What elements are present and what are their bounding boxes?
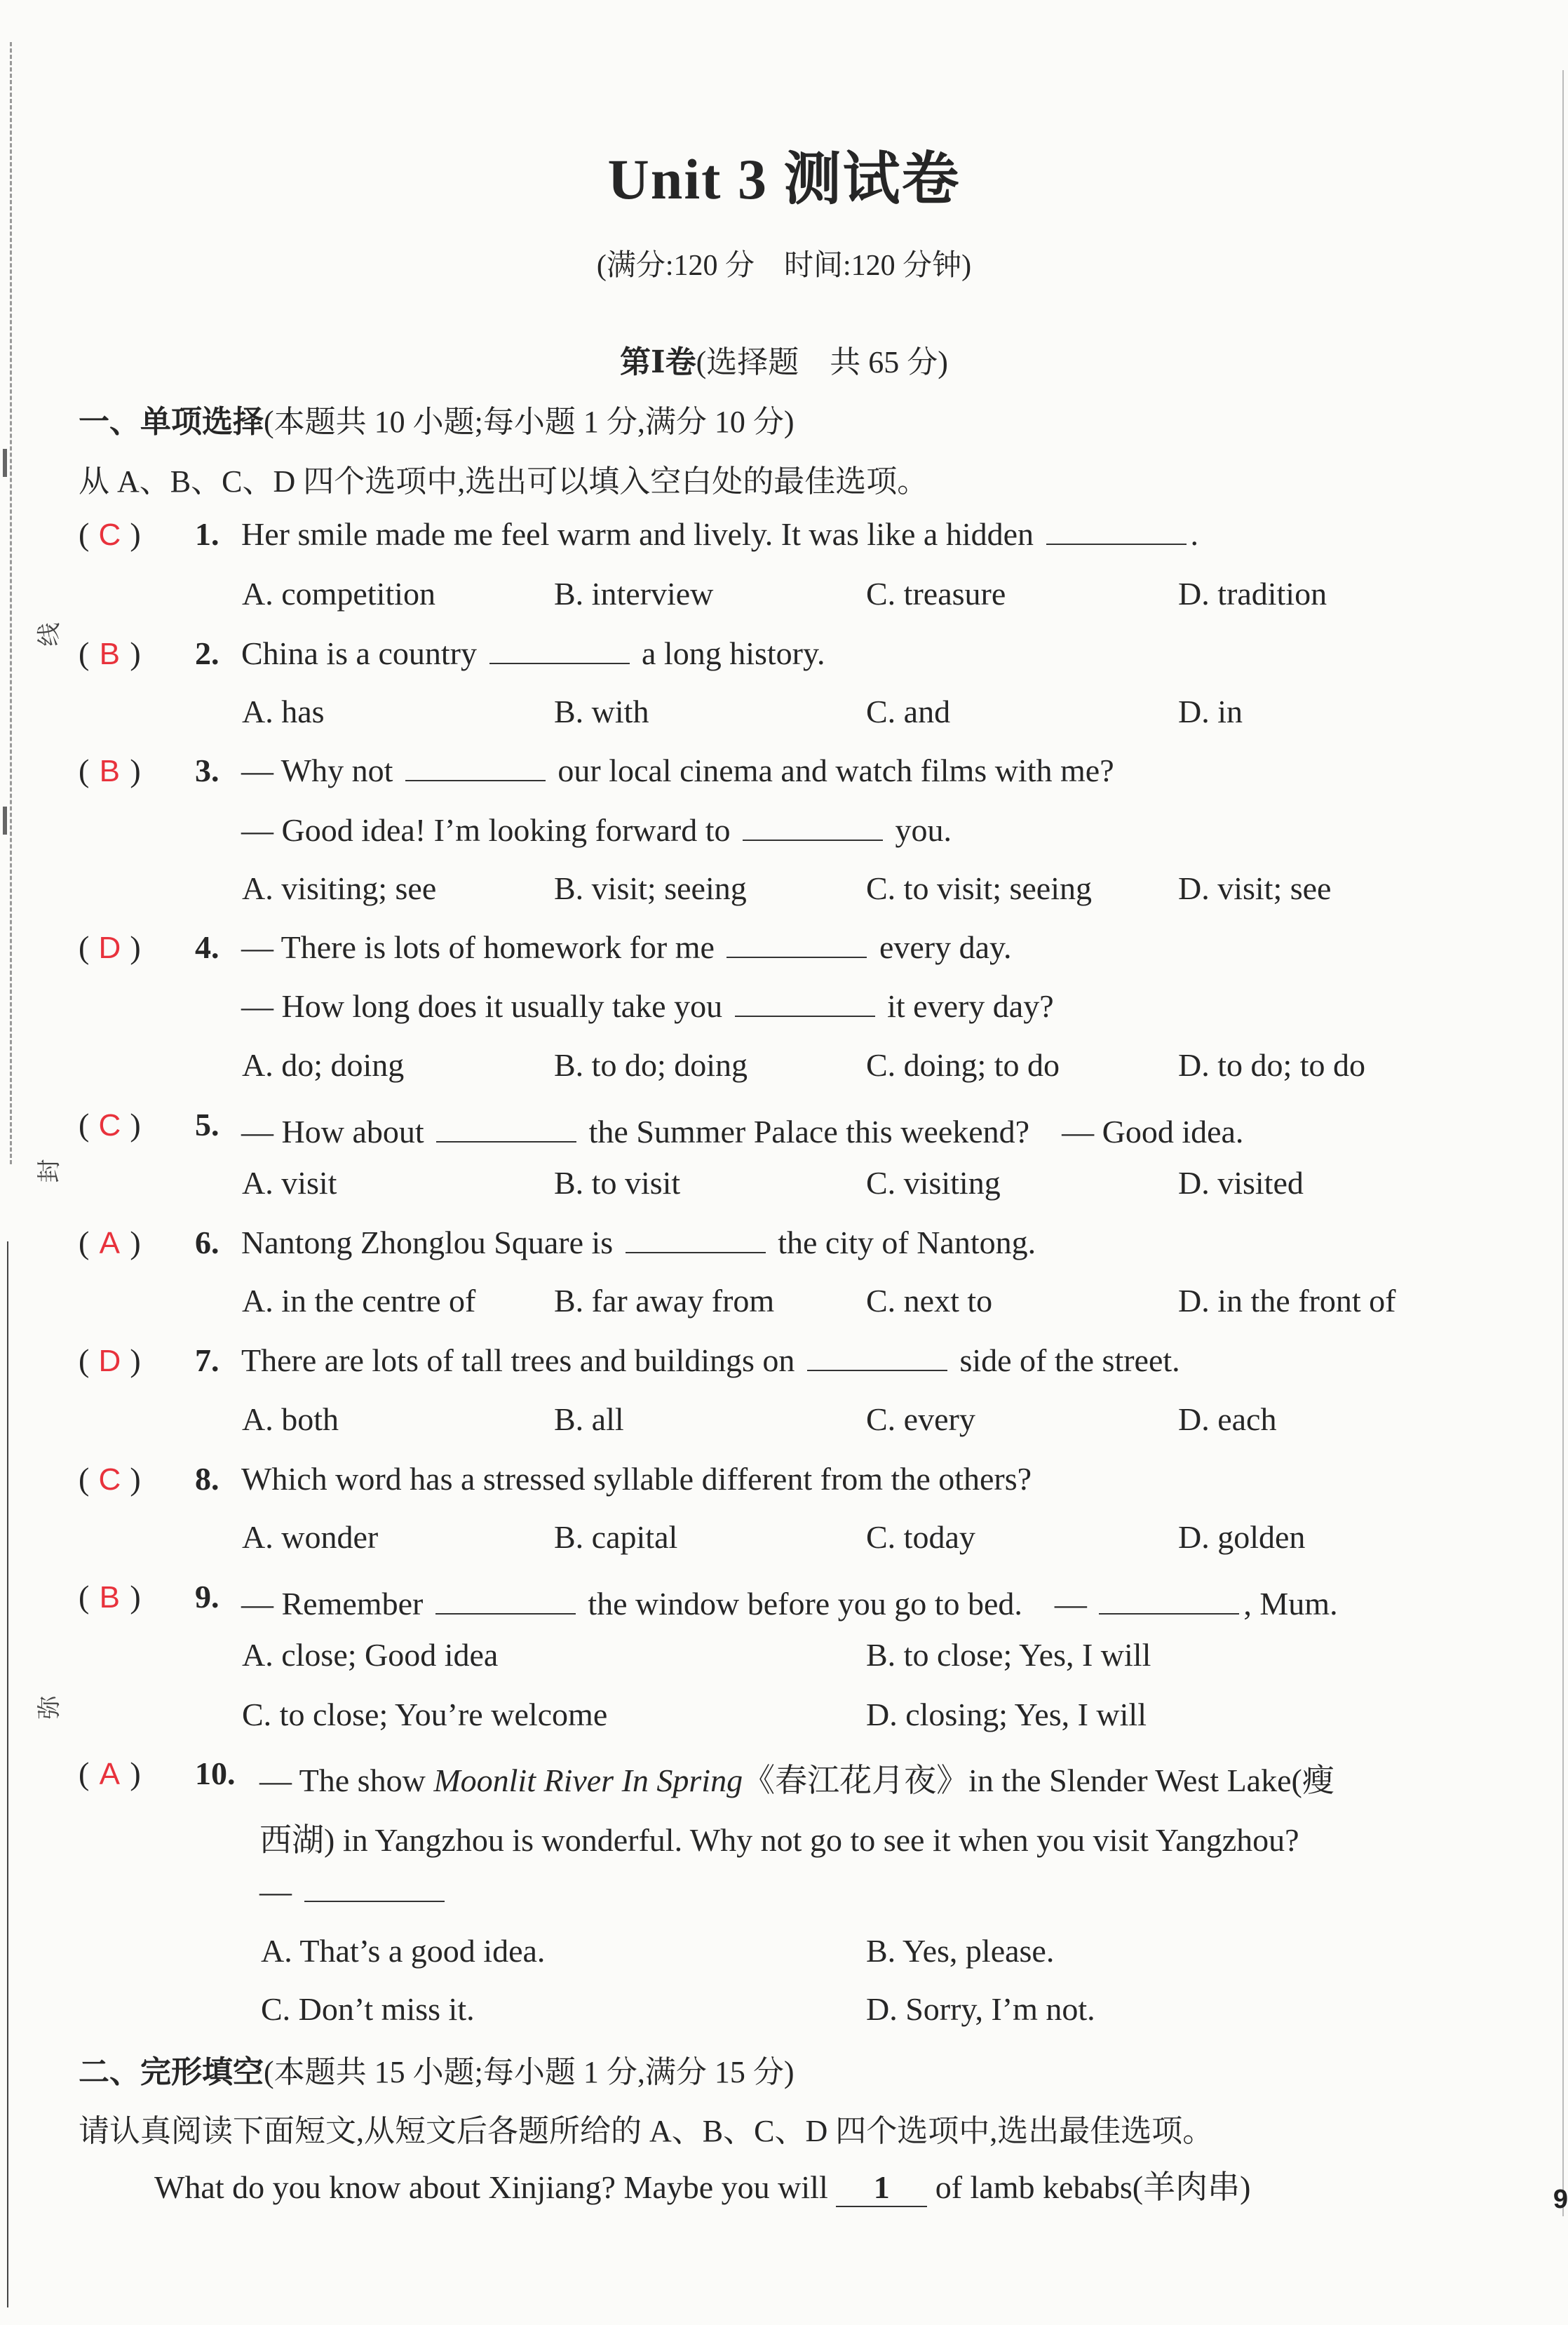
page-subtitle: (满分:120 分 时间:120 分钟): [596, 250, 972, 282]
option-b[interactable]: B. capital: [554, 1519, 678, 1555]
option-a[interactable]: A. has: [242, 694, 325, 729]
option-a[interactable]: A. visiting; see: [242, 870, 437, 906]
answer-blank[interactable]: [1046, 515, 1187, 545]
option-a[interactable]: A. in the centre of: [242, 1283, 476, 1319]
option-c[interactable]: C. and: [866, 694, 951, 729]
question-text: — Remember the window before you go to bed. — , Mum.: [241, 1586, 1338, 1622]
section1-instruction: 从 A、B、C、D 四个选项中,选出可以填入空白处的最佳选项。: [79, 464, 928, 499]
option-c[interactable]: C. treasure: [866, 576, 1006, 612]
option-d[interactable]: D. visit; see: [1178, 870, 1332, 906]
option-c[interactable]: C. to visit; seeing: [866, 870, 1092, 906]
answer-blank[interactable]: [626, 1224, 766, 1253]
page-title: Unit 3 测试卷: [607, 147, 961, 211]
answer-mark: C: [98, 1462, 121, 1497]
answer-mark: A: [99, 1226, 120, 1260]
option-d[interactable]: D. visited: [1178, 1165, 1304, 1201]
answer-mark: B: [99, 1580, 120, 1615]
binding-char-mi: 弥: [35, 1695, 64, 1720]
section2-heading: [79, 2047, 795, 2091]
option-c[interactable]: C. next to: [866, 1283, 993, 1319]
option-b[interactable]: B. to close; Yes, I will: [866, 1637, 1151, 1673]
answer-blank[interactable]: [435, 1585, 576, 1615]
binding-mark: [3, 449, 7, 477]
question-4-line2: — How long does it usually take you it every day?: [241, 988, 1054, 1024]
question-text: Nantong Zhonglou Square is the city of Nantong.: [241, 1225, 1036, 1260]
option-b[interactable]: B. far away from: [554, 1283, 775, 1319]
answer-bracket: ( C ): [79, 516, 141, 552]
question-text: Her smile made me feel warm and lively. It was like a hidden .: [241, 516, 1199, 552]
section2-instruction: 请认真阅读下面短文,从短文后各题所给的 A、B、C、D 四个选项中,选出最佳选项。: [79, 2114, 1214, 2148]
right-edge-line: [1562, 70, 1564, 2216]
answer-blank[interactable]: [489, 635, 630, 664]
option-a[interactable]: A. That’s a good idea.: [261, 1933, 546, 1969]
cloze-passage: What do you know about Xinjiang? Maybe you will 1 of lamb kebabs(羊肉串): [154, 2162, 1250, 2208]
option-a[interactable]: A. competition: [242, 576, 435, 612]
answer-blank[interactable]: [743, 811, 883, 841]
answer-mark: B: [99, 637, 120, 671]
answer-mark: D: [98, 1344, 121, 1378]
question-number: 2.: [195, 635, 219, 671]
option-b[interactable]: B. all: [554, 1401, 624, 1437]
option-b[interactable]: B. to visit: [554, 1165, 681, 1201]
option-b[interactable]: B. interview: [554, 576, 714, 612]
section1-title: 一、单项选择: [79, 404, 264, 440]
answer-mark: D: [98, 931, 121, 965]
option-b[interactable]: B. Yes, please.: [866, 1933, 1055, 1969]
option-d[interactable]: D. closing; Yes, I will: [866, 1697, 1147, 1732]
answer-bracket: ( B ): [79, 1579, 141, 1615]
option-b[interactable]: B. with: [554, 694, 649, 729]
option-a[interactable]: A. close; Good idea: [242, 1637, 499, 1673]
volume-title: [0, 337, 1568, 382]
question-text: — The show Moonlit River In Spring《春江花月夜》in the Slender West Lake(瘦: [259, 1763, 1334, 1798]
question-text: China is a country a long history.: [241, 635, 825, 671]
binding-char-feng: 封: [35, 1159, 64, 1183]
answer-mark: C: [98, 1108, 121, 1143]
answer-bracket: ( D ): [79, 1342, 141, 1378]
question-text: — Why not our local cinema and watch films with me?: [241, 753, 1114, 788]
option-a[interactable]: A. both: [242, 1401, 339, 1437]
show-title: Moonlit River In Spring: [433, 1763, 743, 1798]
question-number: 4.: [195, 929, 219, 965]
option-d[interactable]: D. in the front of: [1178, 1283, 1396, 1319]
question-number: 9.: [195, 1579, 219, 1615]
answer-bracket: ( B ): [79, 753, 141, 788]
answer-blank[interactable]: [304, 1873, 445, 1902]
option-c[interactable]: C. doing; to do: [866, 1047, 1060, 1083]
question-10-line3: —: [259, 1873, 449, 1910]
option-d[interactable]: D. each: [1178, 1401, 1277, 1437]
answer-blank[interactable]: [405, 752, 546, 781]
question-text: — There is lots of homework for me every day.: [241, 929, 1012, 965]
question-number: 7.: [195, 1342, 219, 1378]
answer-blank[interactable]: [726, 929, 867, 958]
option-d[interactable]: D. tradition: [1178, 576, 1327, 612]
answer-mark: B: [99, 754, 120, 788]
option-d[interactable]: D. Sorry, I’m not.: [866, 1991, 1095, 2027]
question-number: 8.: [195, 1461, 219, 1497]
option-c[interactable]: C. today: [866, 1519, 975, 1555]
volume-desc: (选择题 共 65 分): [696, 345, 948, 379]
answer-bracket: ( B ): [79, 635, 141, 671]
answer-blank[interactable]: [735, 988, 875, 1017]
question-text: — How about the Summer Palace this weekend? — Good idea.: [241, 1114, 1244, 1150]
question-number: 10.: [195, 1755, 236, 1791]
volume-label: 第Ⅰ卷: [620, 345, 696, 379]
option-b[interactable]: B. visit; seeing: [554, 870, 747, 906]
option-c[interactable]: C. visiting: [866, 1165, 1001, 1201]
answer-bracket: ( C ): [79, 1107, 141, 1143]
question-text: There are lots of tall trees and buildings on side of the street.: [241, 1342, 1180, 1378]
question-number: 5.: [195, 1107, 219, 1143]
answer-blank[interactable]: [1099, 1585, 1239, 1615]
page-number: 9: [1553, 2185, 1568, 2214]
option-a[interactable]: A. visit: [242, 1165, 337, 1201]
answer-bracket: ( A ): [79, 1755, 141, 1791]
option-c[interactable]: C. to close; You’re welcome: [242, 1697, 608, 1732]
section2-note: (本题共 15 小题;每小题 1 分,满分 15 分): [264, 2055, 795, 2089]
section1-heading: [79, 396, 795, 441]
option-d[interactable]: D. golden: [1178, 1519, 1306, 1555]
option-c[interactable]: C. Don’t miss it.: [261, 1991, 475, 2027]
question-3-line2: — Good idea! I’m looking forward to you.: [241, 812, 952, 848]
option-b[interactable]: B. to do; doing: [554, 1047, 748, 1083]
option-a[interactable]: A. do; doing: [242, 1047, 405, 1083]
question-number: 6.: [195, 1225, 219, 1260]
binding-mark: [3, 807, 7, 835]
question-number: 3.: [195, 753, 219, 788]
option-d[interactable]: D. to do; to do: [1178, 1047, 1366, 1083]
answer-blank[interactable]: [436, 1113, 576, 1143]
answer-bracket: ( C ): [79, 1461, 141, 1497]
answer-blank[interactable]: [807, 1342, 947, 1371]
option-d[interactable]: D. in: [1178, 694, 1243, 729]
section1-note: (本题共 10 小题;每小题 1 分,满分 10 分): [264, 405, 795, 439]
answer-bracket: ( A ): [79, 1225, 141, 1260]
option-c[interactable]: C. every: [866, 1401, 975, 1437]
section2-title: 二、完形填空: [79, 2054, 264, 2090]
question-10-line2: 西湖) in Yangzhou is wonderful. Why not go to see it when you visit Yangzhou?: [259, 1822, 1299, 1858]
cloze-blank[interactable]: 1: [836, 2169, 927, 2207]
question-number: 1.: [195, 516, 219, 552]
answer-mark: C: [98, 518, 121, 552]
binding-line: [7, 1241, 8, 2307]
binding-char-xian: 线: [35, 622, 64, 647]
question-text: Which word has a stressed syllable different from the others?: [241, 1461, 1032, 1497]
answer-mark: A: [99, 1757, 120, 1791]
answer-bracket: ( D ): [79, 929, 141, 965]
option-a[interactable]: A. wonder: [242, 1519, 379, 1555]
